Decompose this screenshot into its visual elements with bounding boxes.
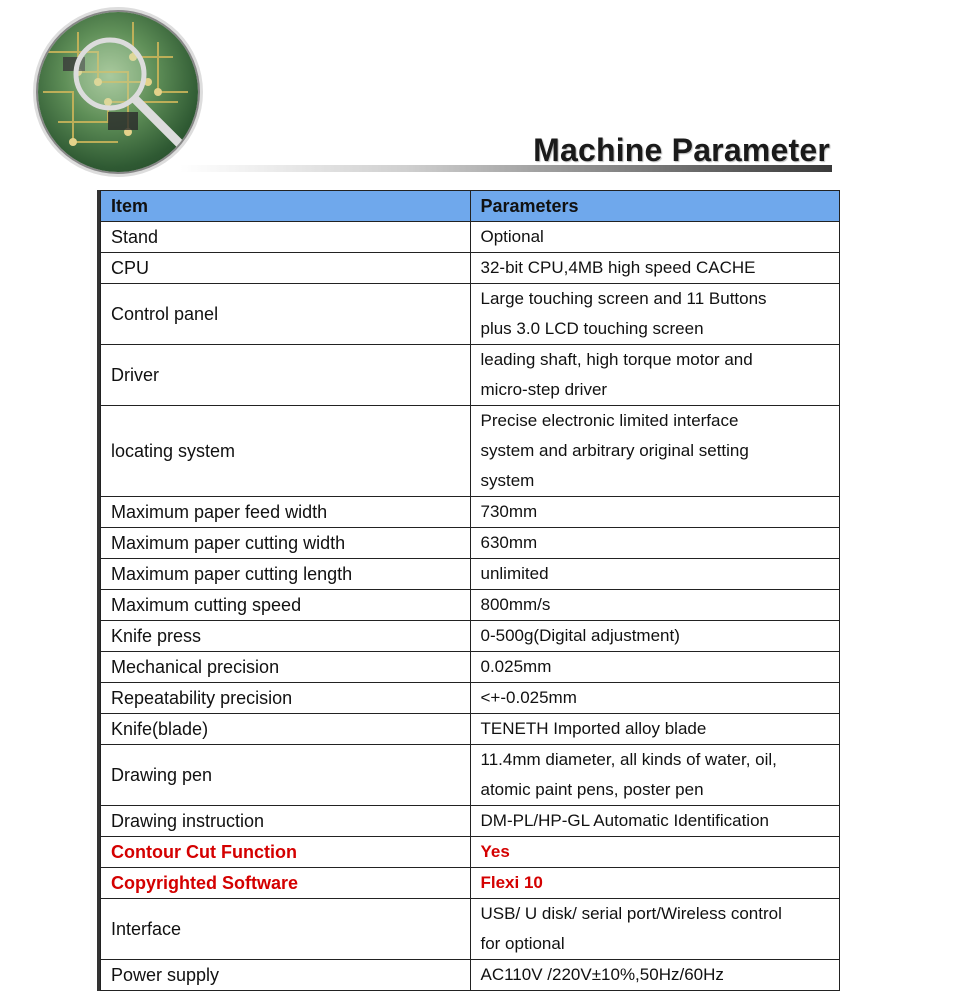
table-row [101, 960, 840, 991]
table-row [101, 559, 840, 590]
row-item-cell: Interface [101, 899, 471, 960]
parameter-line: for optional [480, 934, 565, 953]
row-item-cell: Maximum paper cutting length [101, 559, 471, 590]
row-item-cell: Driver [101, 345, 471, 406]
page-heading [180, 130, 832, 180]
row-item-cell: Contour Cut Function [101, 837, 471, 868]
parameter-line: 730mm [480, 502, 538, 521]
row-parameter-cell [470, 284, 840, 345]
table-row [101, 868, 840, 899]
parameter-line: 0.025mm [480, 657, 552, 676]
row-parameter-cell [470, 683, 840, 714]
parameter-line: atomic paint pens, poster pen [480, 780, 704, 799]
table-header-row [101, 191, 840, 222]
header-parameters: Parameters [470, 191, 840, 222]
parameter-line: USB/ U disk/ serial port/Wireless control [480, 904, 782, 923]
circuit-board-magnifier-icon [38, 12, 198, 172]
table-row [101, 621, 840, 652]
header-item: Item [101, 191, 471, 222]
table-row [101, 590, 840, 621]
parameter-line: system [480, 471, 535, 490]
row-parameter-cell [470, 868, 840, 899]
table-row [101, 683, 840, 714]
parameter-line: plus 3.0 LCD touching screen [480, 319, 704, 338]
row-item-cell: Knife(blade) [101, 714, 471, 745]
parameter-line: 630mm [480, 533, 538, 552]
parameter-line: Large touching screen and 11 Buttons [480, 289, 767, 308]
parameter-line: <+-0.025mm [480, 688, 577, 707]
row-parameter-cell [470, 253, 840, 284]
row-item-cell: Repeatability precision [101, 683, 471, 714]
row-item-cell: Maximum cutting speed [101, 590, 471, 621]
row-parameter-cell [470, 528, 840, 559]
row-item-cell: locating system [101, 406, 471, 497]
table-row [101, 497, 840, 528]
parameter-line: 800mm/s [480, 595, 551, 614]
row-parameter-cell [470, 837, 840, 868]
row-item-cell: Mechanical precision [101, 652, 471, 683]
table-row [101, 406, 840, 497]
parameter-line: 32-bit CPU,4MB high speed CACHE [480, 258, 756, 277]
parameter-table-container [97, 190, 842, 991]
table-row [101, 284, 840, 345]
parameter-line: Yes [480, 842, 510, 861]
row-parameter-cell [470, 559, 840, 590]
row-item-cell: Copyrighted Software [101, 868, 471, 899]
row-parameter-cell [470, 806, 840, 837]
parameter-line: 11.4mm diameter, all kinds of water, oil, [480, 750, 777, 769]
table-row [101, 806, 840, 837]
parameter-line: leading shaft, high torque motor and [480, 350, 753, 369]
row-parameter-cell [470, 899, 840, 960]
table-row [101, 528, 840, 559]
row-parameter-cell [470, 345, 840, 406]
row-parameter-cell [470, 621, 840, 652]
row-parameter-cell [470, 652, 840, 683]
row-parameter-cell [470, 497, 840, 528]
table-row [101, 652, 840, 683]
table-row [101, 222, 840, 253]
row-item-cell: Stand [101, 222, 471, 253]
parameter-line: DM-PL/HP-GL Automatic Identification [480, 811, 769, 830]
row-parameter-cell [470, 745, 840, 806]
table-row [101, 899, 840, 960]
table-row [101, 837, 840, 868]
parameter-line: micro-step driver [480, 380, 608, 399]
row-parameter-cell [470, 714, 840, 745]
parameter-line: AC110V /220V±10%,50Hz/60Hz [480, 965, 724, 984]
parameter-line: Flexi 10 [480, 873, 543, 892]
row-parameter-cell [470, 406, 840, 497]
parameter-line: Precise electronic limited interface [480, 411, 739, 430]
page-title: Machine Parameter [533, 132, 830, 168]
row-item-cell: CPU [101, 253, 471, 284]
row-item-cell: Maximum paper cutting width [101, 528, 471, 559]
parameter-line: system and arbitrary original setting [480, 441, 749, 460]
parameter-table [100, 190, 840, 991]
parameter-line: Optional [480, 227, 544, 246]
row-parameter-cell [470, 590, 840, 621]
table-row [101, 745, 840, 806]
row-item-cell: Knife press [101, 621, 471, 652]
row-parameter-cell [470, 960, 840, 991]
row-item-cell: Drawing pen [101, 745, 471, 806]
parameter-line: 0-500g(Digital adjustment) [480, 626, 680, 645]
row-item-cell: Maximum paper feed width [101, 497, 471, 528]
row-item-cell: Drawing instruction [101, 806, 471, 837]
table-row [101, 253, 840, 284]
parameter-line: unlimited [480, 564, 549, 583]
table-row [101, 714, 840, 745]
row-item-cell: Control panel [101, 284, 471, 345]
table-row [101, 345, 840, 406]
parameter-line: TENETH Imported alloy blade [480, 719, 707, 738]
row-parameter-cell [470, 222, 840, 253]
row-item-cell: Power supply [101, 960, 471, 991]
